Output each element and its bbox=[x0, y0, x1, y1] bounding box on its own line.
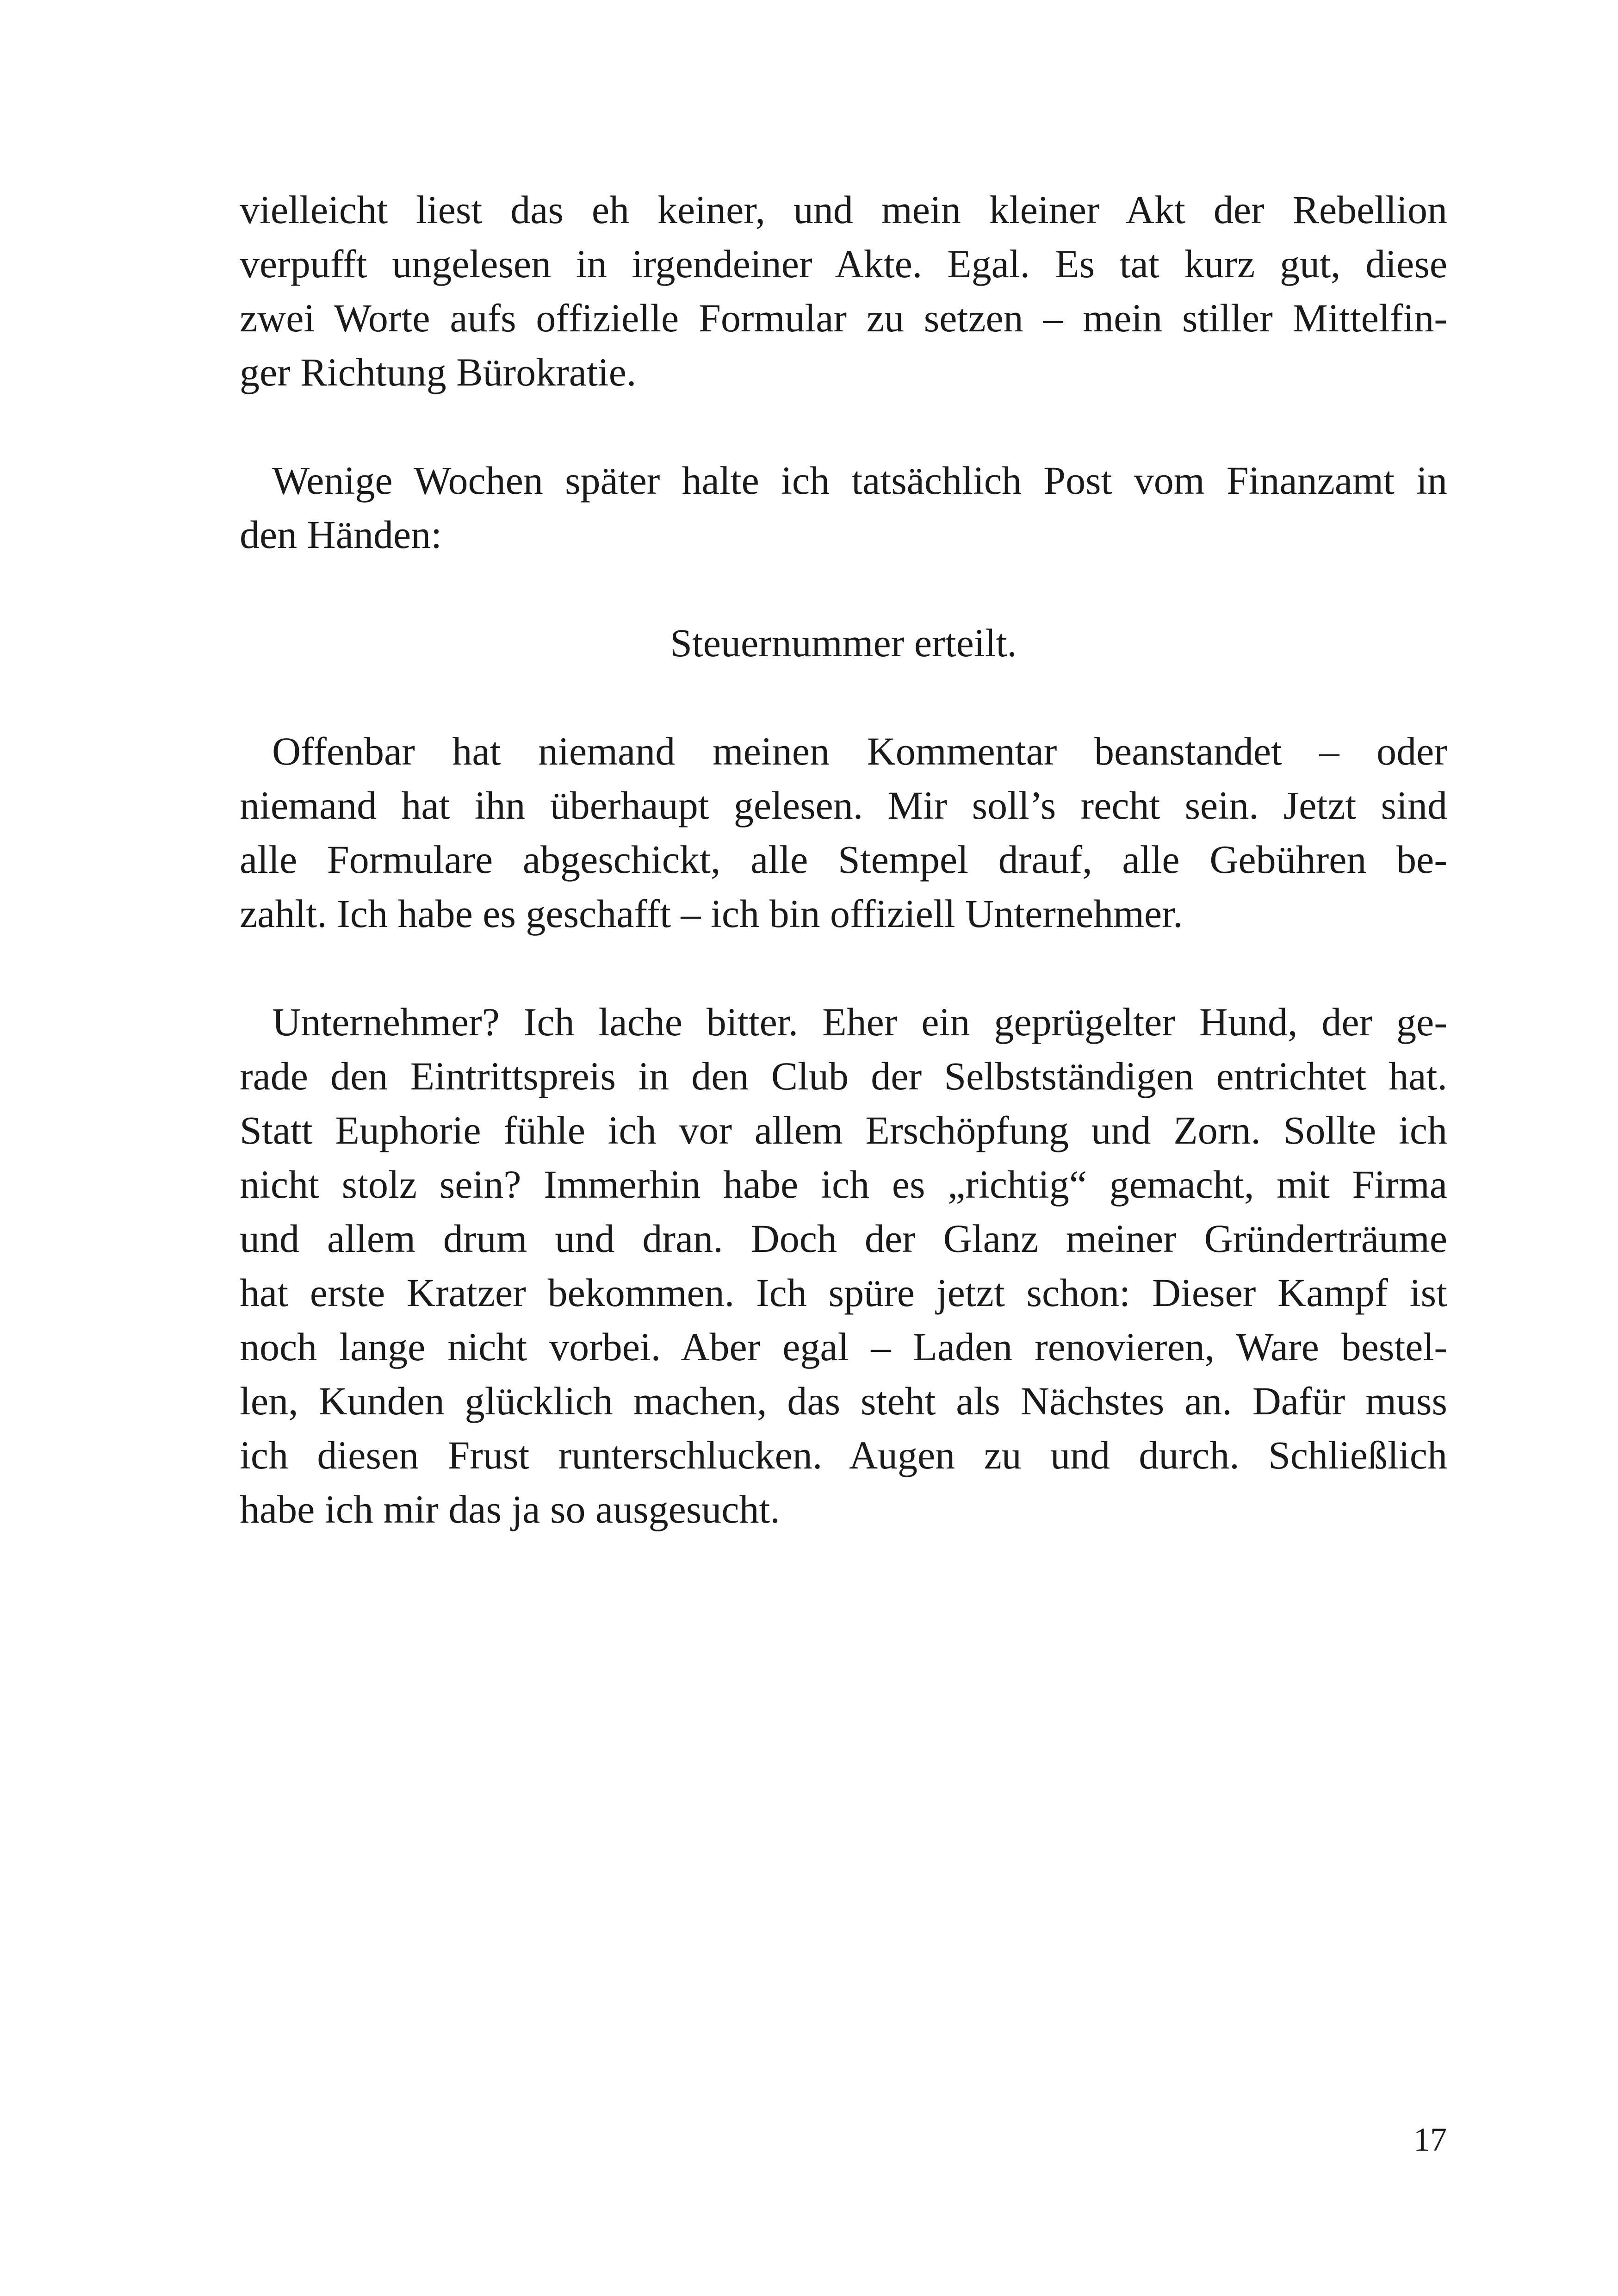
text-line: len, Kunden glücklich machen, das steht als Nächstes an. Dafür muss bbox=[240, 1379, 1447, 1423]
text-line: ich diesen Frust runterschlucken. Augen zu und durch. Schließlich bbox=[240, 1433, 1447, 1477]
text-line: Steuernummer erteilt. bbox=[670, 621, 1017, 665]
text-line: Offenbar hat niemand meinen Kommentar beanstandet – oder bbox=[272, 729, 1447, 773]
text-line: den Händen: bbox=[240, 512, 442, 557]
paragraph-4 bbox=[240, 724, 1447, 941]
text-line: ger Richtung Bürokratie. bbox=[240, 350, 637, 394]
paragraph-2 bbox=[240, 454, 1447, 562]
page-number: 17 bbox=[1413, 2121, 1447, 2158]
text-line: alle Formulare abgeschickt, alle Stempel drauf, alle Gebühren be- bbox=[240, 837, 1447, 882]
paragraph-5 bbox=[240, 995, 1447, 1537]
text-line: zwei Worte aufs offizielle Formular zu setzen – mein stiller Mittelfin- bbox=[240, 296, 1447, 340]
text-line: habe ich mir das ja so ausgesucht. bbox=[240, 1487, 780, 1531]
text-line: und allem drum und dran. Doch der Glanz meiner Gründerträume bbox=[240, 1216, 1447, 1261]
text-line: niemand hat ihn überhaupt gelesen. Mir soll’s recht sein. Jetzt sind bbox=[240, 783, 1447, 828]
text-line: Unternehmer? Ich lache bitter. Eher ein geprügelter Hund, der ge- bbox=[272, 1000, 1447, 1044]
text-line: noch lange nicht vorbei. Aber egal – Laden renovieren, Ware bestel- bbox=[240, 1325, 1447, 1369]
paragraph-1 bbox=[240, 183, 1447, 399]
body-text bbox=[240, 183, 1447, 1591]
text-line: verpufft ungelesen in irgendeiner Akte. Egal. Es tat kurz gut, diese bbox=[240, 242, 1447, 286]
text-line: nicht stolz sein? Immerhin habe ich es „richtig“ gemacht, mit Firma bbox=[240, 1162, 1447, 1207]
text-line: rade den Eintrittspreis in den Club der Selbstständigen entrichtet hat. bbox=[240, 1054, 1447, 1098]
paragraph-3-centered bbox=[240, 616, 1447, 670]
text-line: zahlt. Ich habe es geschafft – ich bin offiziell Unternehmer. bbox=[240, 891, 1183, 936]
text-line: Wenige Wochen später halte ich tatsächlich Post vom Finanzamt in bbox=[272, 458, 1447, 503]
text-line: hat erste Kratzer bekommen. Ich spüre jetzt schon: Dieser Kampf ist bbox=[240, 1270, 1447, 1315]
text-line: vielleicht liest das eh keiner, und mein kleiner Akt der Rebellion bbox=[240, 187, 1447, 232]
text-line: Statt Euphorie fühle ich vor allem Erschöpfung und Zorn. Sollte ich bbox=[240, 1108, 1447, 1152]
